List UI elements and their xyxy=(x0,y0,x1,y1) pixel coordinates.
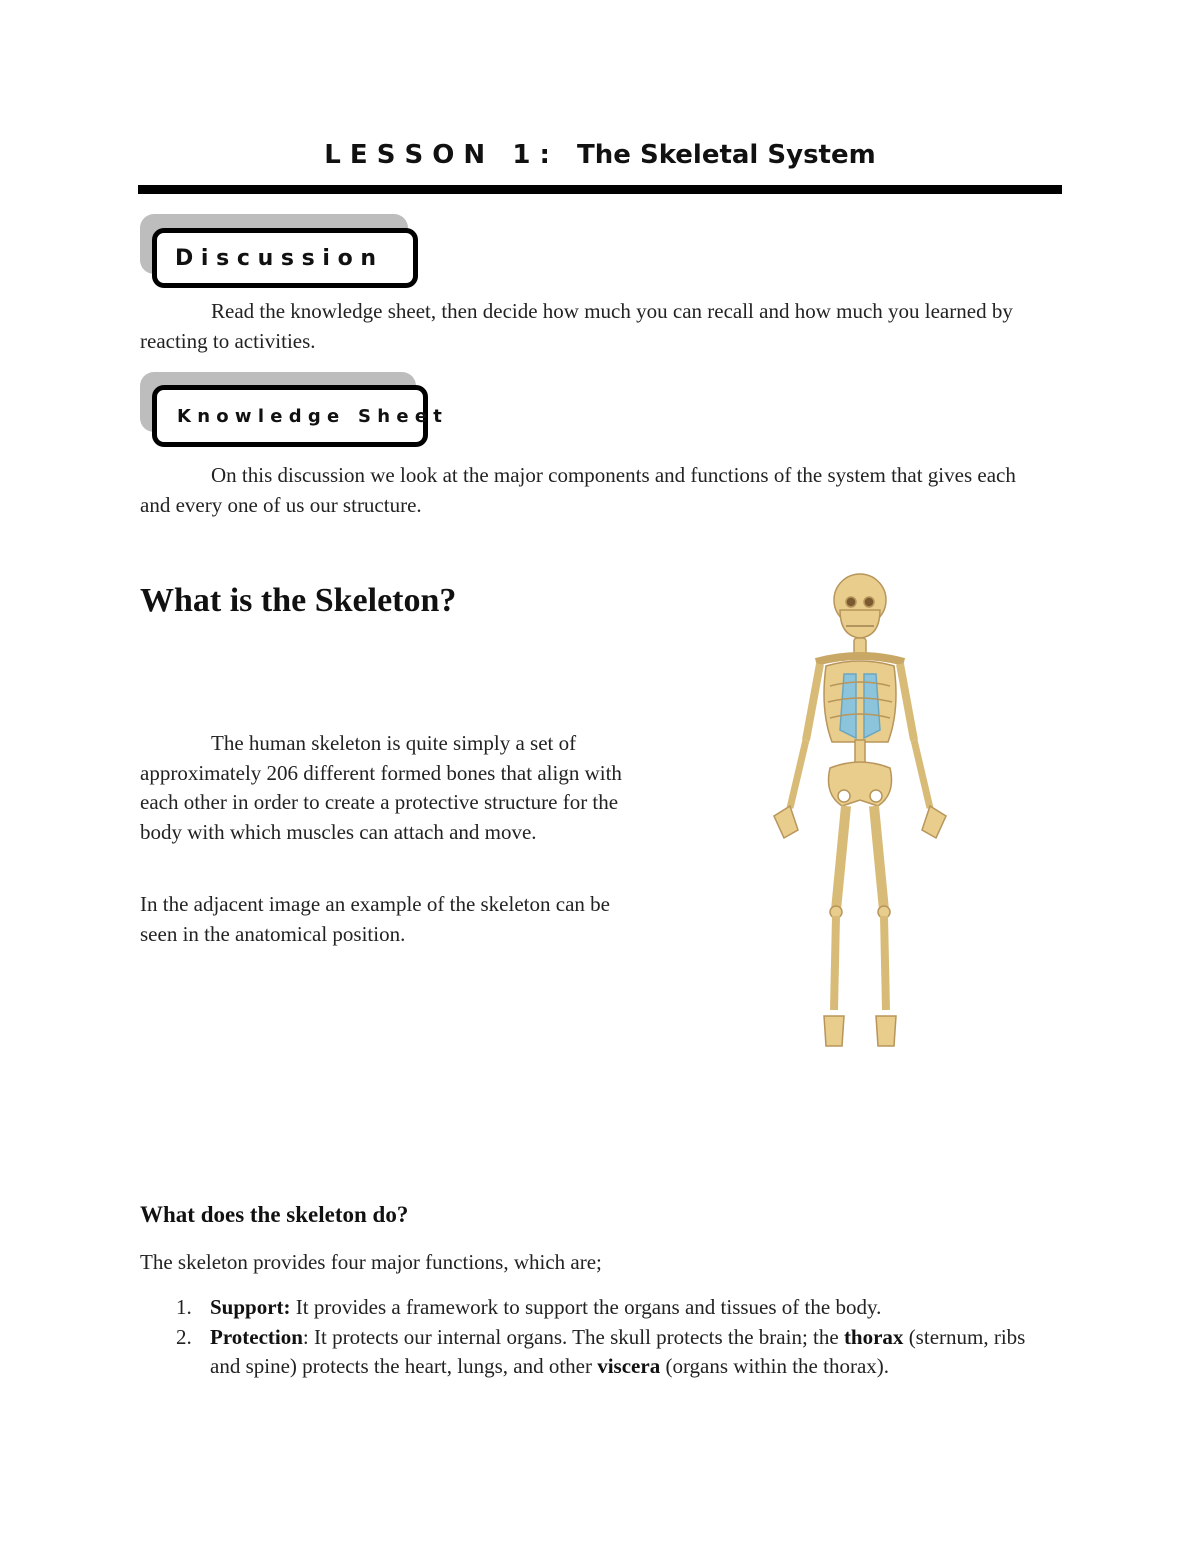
discussion-text: Read the knowledge sheet, then decide how much you can recall and how much you learned by reacting to activities. xyxy=(140,299,1013,353)
skeleton-image-caption: In the adjacent image an example of the skeleton can be seen in the anatomical position. xyxy=(140,892,610,946)
skeleton-illustration xyxy=(740,570,980,1060)
term-thorax: thorax xyxy=(843,1324,904,1349)
lesson-title: L E S S O N 1 : The Skeletal System xyxy=(324,140,876,170)
functions-list xyxy=(140,1293,1040,1382)
discussion-tab-label: D i s c u s s i o n xyxy=(152,228,418,288)
knowledge-sheet-text: On this discussion we look at the major components and functions of the system that gives each and every one of us our structure. xyxy=(140,463,1016,517)
skeleton-figure xyxy=(774,574,946,1046)
term-viscera: viscera xyxy=(597,1354,661,1378)
list-item xyxy=(140,1323,1040,1382)
skeleton-heading: What is the Skeleton? xyxy=(140,582,457,619)
support-description: It provides a framework to support the organs and tissues of the body. xyxy=(290,1295,882,1319)
term-support: Support: xyxy=(210,1295,291,1319)
functions-heading: What does the skeleton do? xyxy=(140,1202,409,1227)
skeleton-description: The human skeleton is quite simply a set of approximately 206 different formed bones that align with each other in order to create a protective structure for the body with which muscles can attach and move. xyxy=(140,731,622,844)
list-item-number: 2. xyxy=(176,1324,192,1349)
list-item-number: 1. xyxy=(176,1295,192,1319)
term-protection: Protection xyxy=(210,1324,303,1349)
protection-description-a: : It protects our internal organs. The skull protects the brain; the xyxy=(302,1324,844,1349)
protection-description-b: (sternum, ribs and spine) protects the heart, lungs, and other xyxy=(210,1324,1026,1378)
knowledge-sheet-tab-label: K n o w l e d g e S h e e t xyxy=(152,385,428,447)
title-divider xyxy=(138,185,1062,194)
protection-description-c: (organs within the thorax). xyxy=(660,1354,890,1378)
list-item xyxy=(140,1293,1040,1323)
functions-intro: The skeleton provides four major functions, which are; xyxy=(140,1250,602,1274)
